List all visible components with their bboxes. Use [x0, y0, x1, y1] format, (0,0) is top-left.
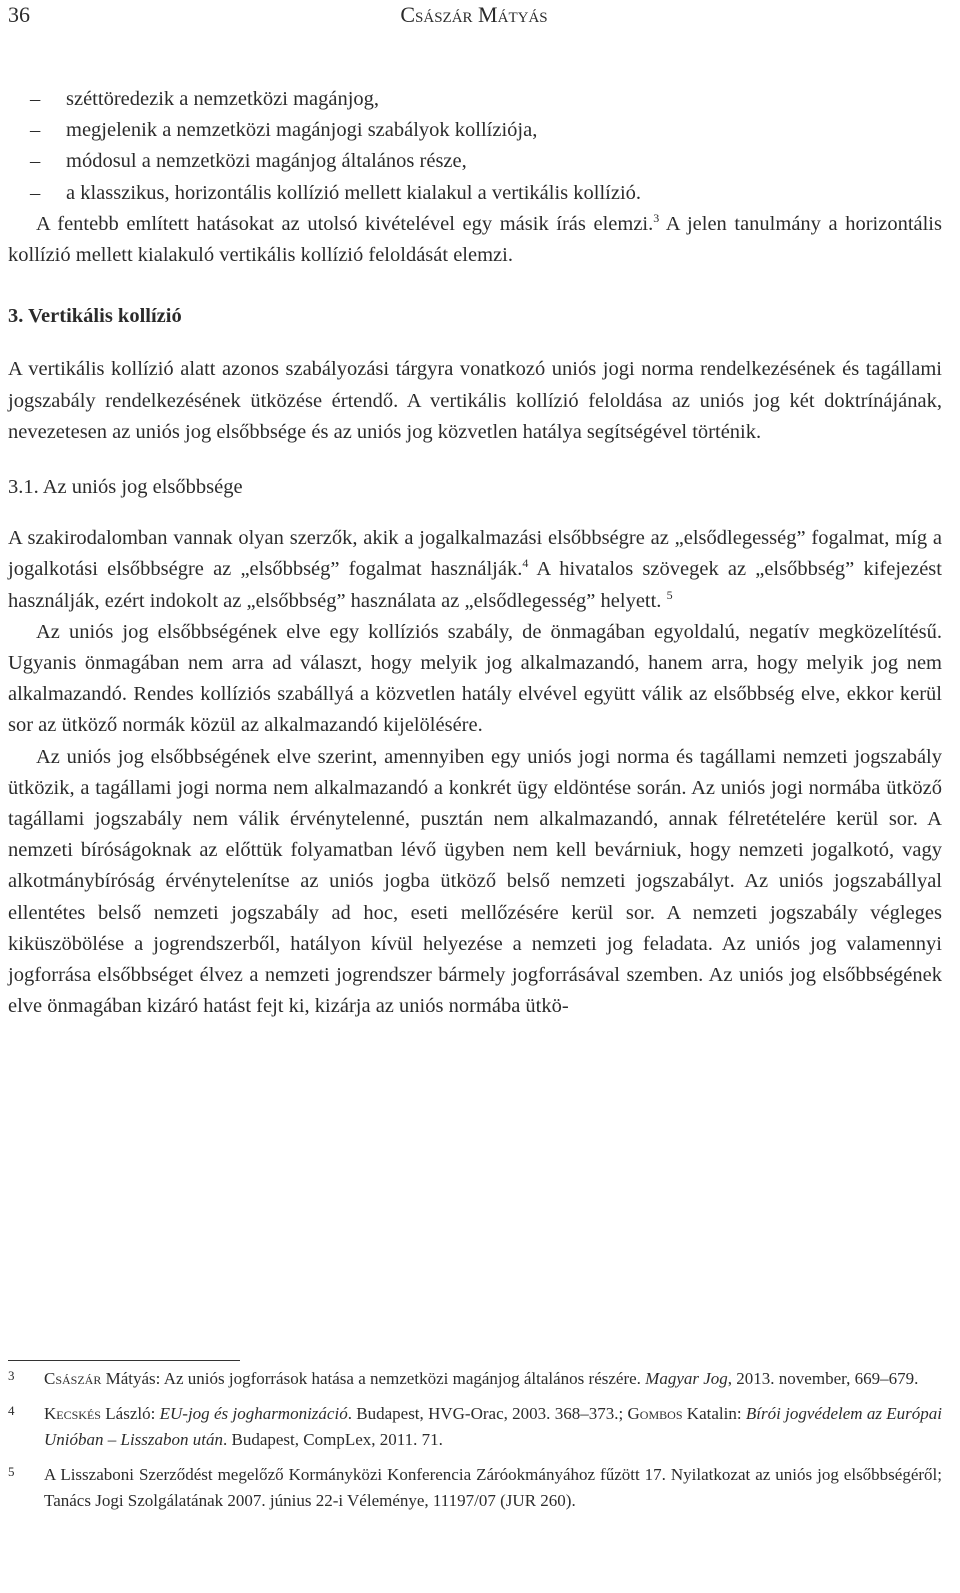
- footnote-ref[interactable]: 5: [666, 587, 673, 602]
- footnote-title: Bírói jogvédelem az Európai Unióban – Lisszabon után: [44, 1404, 943, 1449]
- footnote-text-part: Mátyás: Az uniós jogforrások hatása a nemzetközi magánjog általános részére.: [101, 1369, 646, 1388]
- footnote-author: Császár: [44, 1369, 102, 1388]
- footnote: [8, 1366, 942, 1392]
- footnote-title: EU-jog és jogharmonizáció: [159, 1404, 348, 1423]
- footnote: [8, 1401, 942, 1453]
- subsection-heading: 3.1. Az uniós jog elsőbbsége: [8, 476, 243, 499]
- paragraph: [8, 523, 942, 617]
- footnote-journal: Magyar Jog: [645, 1369, 728, 1388]
- paragraph-text: A szakirodalomban vannak olyan szerzők, akik a jogalkalmazási elsőbbségre az „elsődlegesség” fogalmat, míg a jogalkotási elsőbbségre az „elsőbbség” fogalmat használják.: [8, 527, 942, 581]
- footnote-text-part: , 2013. november, 669–679.: [727, 1369, 919, 1388]
- footnote-ref[interactable]: 4: [522, 556, 529, 571]
- bullet-list: [8, 84, 942, 209]
- footnote-number: 5: [8, 1464, 15, 1479]
- footnote-author: Gombos: [627, 1404, 683, 1423]
- footnote-text: A Lisszaboni Szerződést megelőző Kormányközi Konferencia Záróokmányához fűzött 17. Nyilatkozat az uniós jog elsőbbségéről; Tanács Jogi Szolgálatának 2007. június 22-i Véleménye, 11197/07 (JUR 260).: [44, 1465, 942, 1510]
- list-item: – széttöredezik a nemzetközi magánjog,: [8, 84, 942, 115]
- footnote-text-part: . Budapest, CompLex, 2011. 71.: [223, 1430, 443, 1449]
- intro-text: A fentebb említett hatásokat az utolsó kivételével egy másik írás elemzi.: [36, 212, 654, 235]
- list-item: – módosul a nemzetközi magánjog általános része,: [8, 146, 942, 177]
- section-heading: 3. Vertikális kollízió: [8, 305, 182, 328]
- list-item: – a klasszikus, horizontális kollízió mellett kialakul a vertikális kollízió.: [8, 178, 942, 209]
- footnote-text-part: László:: [100, 1404, 160, 1423]
- footnote-text-part: . Budapest, HVG-Orac, 2003. 368–373.;: [347, 1404, 628, 1423]
- intro-paragraph: [8, 209, 942, 271]
- footnote-text: [44, 1401, 942, 1453]
- paragraph: Az uniós jog elsőbbségének elve egy kollíziós szabály, de önmagában egyoldalú, negatív megközelítésű. Ugyanis önmagában nem arra ad választ, hogy melyik jog alkalmazandó, hanem arra, hogy melyik jog nem alkalmazandó. Rendes kollíziós szabállyá a közvetlen hatály elvével együtt válik az elsőbbség elve, ekkor kerül sor az ütköző normák közül az alkalmazandó kijelölésére.: [8, 620, 942, 737]
- footnote-number: 3: [8, 1368, 15, 1383]
- footnote: [8, 1462, 942, 1514]
- footnote-number: 4: [8, 1403, 15, 1418]
- paragraph-text: A hivatalos szövegek az „elsőbbség” kifejezést használják, ezért indokolt az „elsőbbség” használata az „elsődlegesség” helyett.: [8, 558, 942, 612]
- page-header: [8, 2, 940, 32]
- footnote-divider: [8, 1360, 240, 1361]
- footnote-ref[interactable]: 3: [653, 210, 660, 225]
- paragraph: Az uniós jog elsőbbségének elve szerint, amennyiben egy uniós jogi norma és tagállami nemzeti jogszabály ütközik, a tagállami jogi norma nem alkalmazandó a konkrét ügy eldöntése során. Az uniós jogi normába ütköző tagállami jogszabály nem válik érvénytelenné, pusztán nem alkalmazandó, annak félretételére kerül sor. A nemzeti bíróságoknak az előttük folyamatban lévő ügyben nem kell bevárniuk, hogy nemzeti jogalkotó, vagy alkotmánybíróság érvénytelenítse az uniós jogba ütköző belső nemzeti jogszabályt. Az uniós jogszabállyal ellentétes belső nemzeti jogszabály ad hoc, eseti mellőzésére kerül sor. A nemzeti jogszabály végleges kiküszöbölése a jogrendszerből, hatályon kívül helyezése a nemzeti jog feladata. Az uniós jog valamennyi jogforrása elsőbbséget élvez a nemzeti jogrendszer bármely jogforrásával szemben. Az uniós jog elsőbbségének elve önmagában kizáró hatást fejt ki, kizárja az uniós normába ütkö-: [8, 745, 942, 1018]
- list-item: – megjelenik a nemzetközi magánjogi szabályok kollíziója,: [8, 115, 942, 146]
- body-text: [8, 84, 942, 1022]
- page-number: 36: [8, 2, 30, 27]
- intro-text: A jelen tanulmány a horizontális kollízió mellett kialakuló vertikális kollízió feloldását elemzi.: [8, 212, 942, 267]
- footnote-author: Kecskés: [44, 1404, 101, 1423]
- paragraph: A vertikális kollízió alatt azonos szabályozási tárgyra vonatkozó uniós jogi norma rendelkezésének és tagállami jogszabály rendelkezésének ütközése értendő. A vertikális kollízió feloldása az uniós jog két doktrínájának, nevezetesen az uniós jog elsőbbsége és az uniós jog közvetlen hatálya segítségével történik.: [8, 358, 942, 443]
- footnote-text-part: Katalin:: [682, 1404, 746, 1423]
- running-head: Császár Mátyás: [400, 2, 548, 27]
- footnotes: [8, 1366, 942, 1523]
- footnote-text: [44, 1366, 942, 1392]
